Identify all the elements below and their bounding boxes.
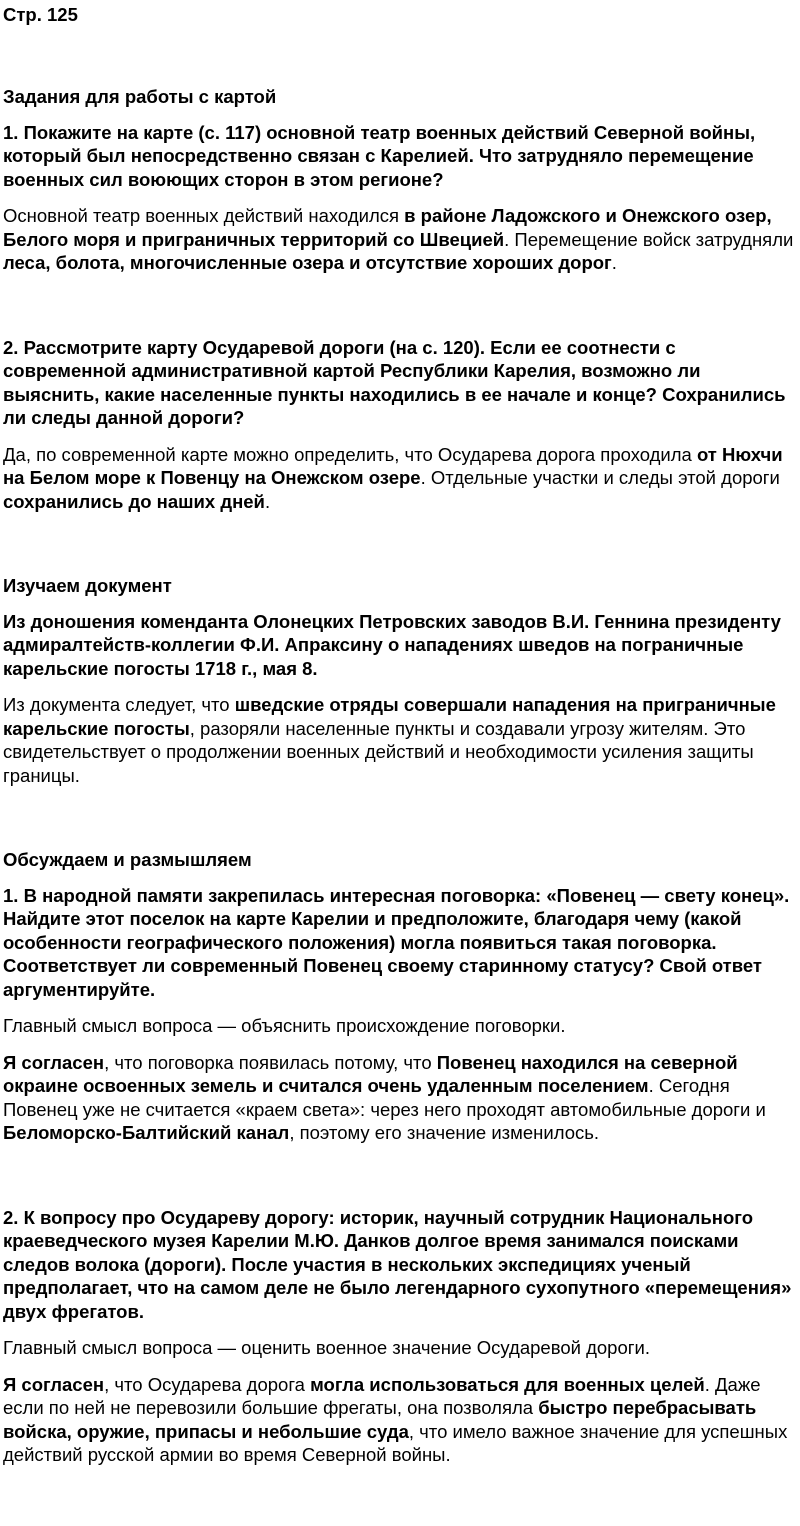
discussion-meaning-2: Главный смысл вопроса — оценить военное значение Осударевой дороги.: [3, 1337, 650, 1358]
answer-emphasis: шведские отряды совершали нападения на приграничные карельские погосты: [3, 694, 776, 739]
section-document: [3, 574, 796, 787]
answer-text: , поэтому его значение изменилось.: [289, 1122, 600, 1143]
discussion-question-2: 2. К вопросу про Осудареву дорогу: историк, научный сотрудник Национального краеведческого музея Карелии М.Ю. Данков долгое время занимался поисками следов волока (дороги). После участия в нескольких экспедициях ученый предполагает, что на самом деле не было легендарного сухопутного «перемещения» двух фрегатов.: [3, 1206, 792, 1322]
section-heading-discussion: Обсуждаем и размышляем: [3, 849, 252, 870]
map-answer-1: [3, 204, 796, 275]
discussion-question-1: 1. В народной памяти закрепилась интересная поговорка: «Повенец — свету конец». Найдите этот поселок на карте Карелии и предположите, благодаря чему (какой особенности географического положения) могла появиться такая поговорка. Соответствует ли современный Повенец своему старинному статусу? Свой ответ аргументируйте.: [3, 884, 790, 1000]
answer-text: Основной театр военных действий находился: [3, 205, 405, 226]
section-map-tasks: [3, 85, 796, 513]
page-number: Стр. 125: [3, 4, 78, 25]
section-heading-document: Изучаем документ: [3, 575, 172, 596]
answer-text: . Даже если по ней не перевозили большие фрегаты, она позволяла: [3, 1373, 761, 1418]
answer-emphasis: от Нюхчи на Белом море к Повенцу на Онежском озере: [3, 443, 783, 488]
answer-text: . Сегодня Повенец уже не считается «краем света»: через него проходят автомобильные дороги и: [3, 1075, 766, 1120]
map-answer-2: [3, 443, 796, 514]
answer-emphasis: Я согласен: [3, 1373, 105, 1395]
answer-text: .: [264, 490, 271, 512]
document-answer: [3, 693, 796, 787]
document-title: Из доношения коменданта Олонецких Петровских заводов В.И. Геннина президенту адмиралтейств-коллегии Ф.И. Апраксину о нападениях шведов на пограничные карельские погосты 1718 г., мая 8.: [3, 610, 781, 679]
section-heading-map-tasks: Задания для работы с картой: [3, 86, 277, 107]
answer-emphasis: Повенец находился на северной окраине освоенных земель и считался очень удаленным поселением: [3, 1051, 738, 1096]
answer-text: , что поговорка появилась потому, что: [104, 1051, 437, 1073]
answer-text: Да, по современной карте можно определить, что Осударева дорога проходила: [3, 443, 697, 465]
answer-emphasis: в районе Ладожского и Онежского озер, Белого моря и приграничных территорий со Швецией: [3, 205, 772, 250]
answer-text: . Отдельные участки и следы этой дороги: [420, 467, 780, 488]
map-question-2: 2. Рассмотрите карту Осударевой дороги (на с. 120). Если ее соотнести с современной административной картой Республики Карелия, возможно ли выяснить, какие населенные пункты находились в ее начале и конце? Сохранились ли следы данной дороги?: [3, 336, 786, 428]
answer-emphasis: Я согласен: [3, 1051, 105, 1073]
answer-text: .: [611, 252, 617, 273]
answer-text: , что Осударева дорога: [104, 1373, 311, 1395]
answer-text: , что имело важное значение для успешных действий русской армии во время Северной войны.: [3, 1420, 788, 1465]
answer-emphasis: быстро перебрасывать войска, оружие, припасы и небольшие суда: [3, 1397, 757, 1442]
discussion-answer-1: [3, 1051, 796, 1145]
answer-emphasis: леса, болота, многочисленные озера и отсутствие хороших дорог: [3, 252, 612, 273]
answer-emphasis: могла использоваться для военных целей: [310, 1373, 705, 1395]
answer-text: . Перемещение войск затрудняли: [504, 228, 794, 250]
answer-text: Из документа следует, что: [3, 694, 235, 715]
discussion-meaning-1: Главный смысл вопроса — объяснить происхождение поговорки.: [3, 1015, 566, 1036]
answer-emphasis: сохранились до наших дней: [3, 490, 265, 512]
map-question-1: 1. Покажите на карте (с. 117) основной театр военных действий Северной войны, который был непосредственно связан с Карелией. Что затрудняло перемещение военных сил воюющих сторон в этом регионе?: [3, 121, 756, 190]
answer-text: , разоряли населенные пункты и создавали угрозу жителям. Это свидетельствует о продолжении военных действий и необходимости усиления защиты границы.: [3, 717, 754, 786]
discussion-answer-2: [3, 1373, 796, 1467]
section-discussion: [3, 848, 796, 1467]
answer-emphasis: Беломорско-Балтийский канал: [3, 1122, 290, 1143]
